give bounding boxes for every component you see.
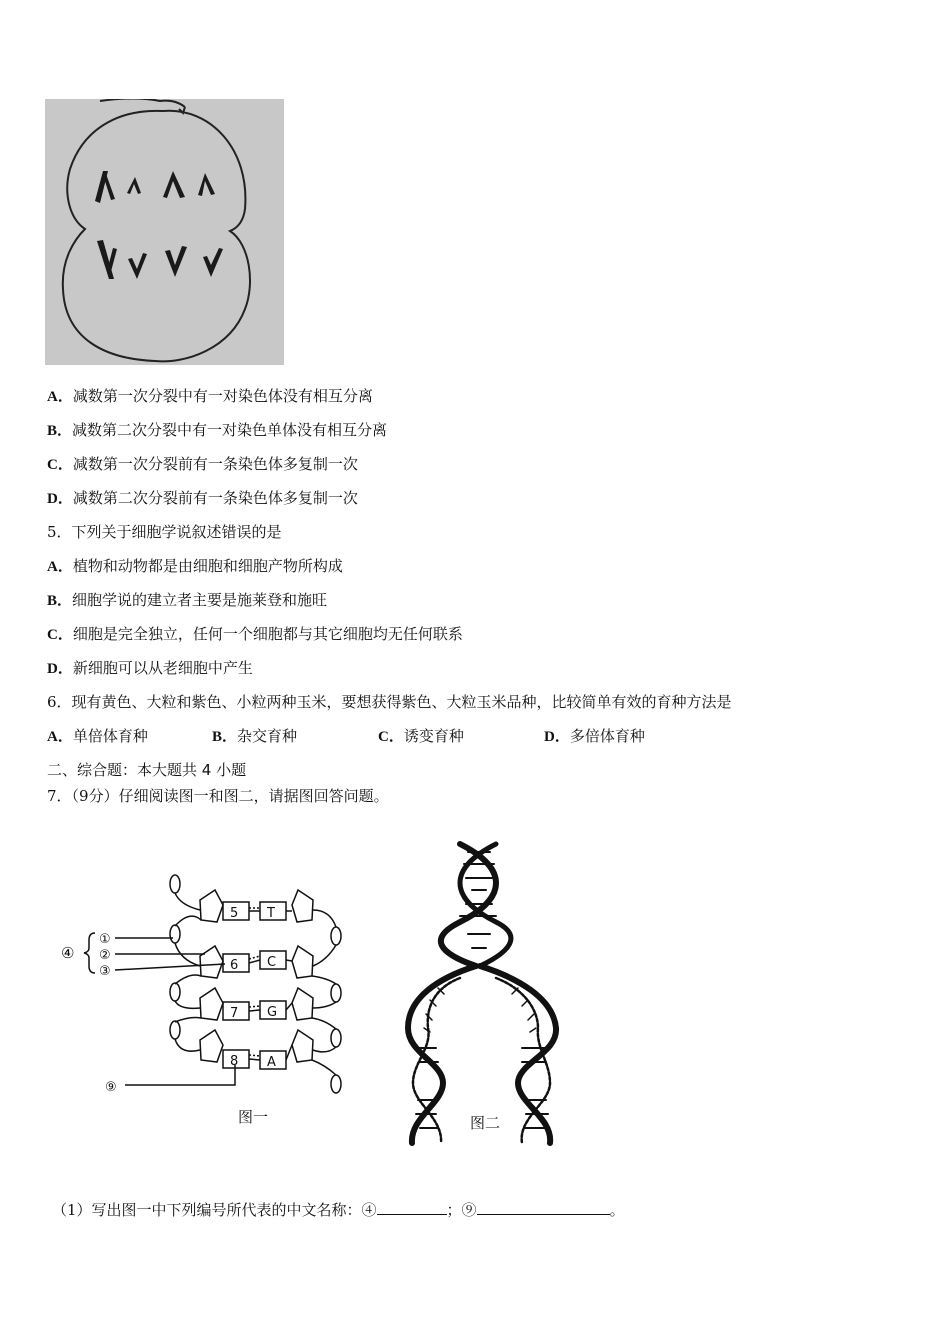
option-text: 杂交育种 xyxy=(237,727,298,745)
base-label-right-T: T xyxy=(267,906,275,921)
sugar-left-4 xyxy=(200,1030,223,1062)
option-label: C． xyxy=(47,627,73,643)
phosphate-left-3 xyxy=(170,983,180,1001)
marker-3: ③ xyxy=(99,964,111,979)
option-label: D． xyxy=(544,729,570,745)
q5-option-a xyxy=(47,556,343,577)
phosphate-left-4 xyxy=(170,1021,180,1039)
dna-replication-diagram xyxy=(398,838,578,1148)
option-label: A． xyxy=(47,389,73,405)
option-label: A． xyxy=(47,729,73,745)
marker-2: ② xyxy=(99,948,111,963)
q7-sub1 xyxy=(52,1200,625,1220)
base-label-right-A: A xyxy=(267,1055,276,1070)
option-label: C． xyxy=(47,457,73,473)
base-label-left-7: 7 xyxy=(230,1006,239,1021)
answer-blank-9[interactable] xyxy=(477,1200,610,1215)
sugar-right-1 xyxy=(292,890,313,922)
q4-option-c xyxy=(47,454,358,475)
sub1-suffix: 。 xyxy=(609,1201,625,1219)
sugar-right-4 xyxy=(292,1030,313,1062)
q6-option-a xyxy=(47,726,212,747)
cell-division-drawing xyxy=(45,99,284,365)
q6-stem: 6．现有黄色、大粒和紫色、小粒两种玉米，要想获得紫色、大粒玉米品种，比较简单有效的育种方法是 xyxy=(47,693,732,711)
q7-stem: 7．（9分）仔细阅读图一和图二，请据图回答问题。 xyxy=(47,787,389,805)
phosphate-right-2 xyxy=(331,984,341,1002)
option-text: 减数第一次分裂前有一条染色体多复制一次 xyxy=(72,455,358,473)
q6-option-c xyxy=(378,726,544,747)
q5-option-c xyxy=(47,624,463,645)
option-text: 减数第一次分裂中有一对染色体没有相互分离 xyxy=(72,387,373,405)
option-text: 诱变育种 xyxy=(403,727,464,745)
option-label: B． xyxy=(212,729,238,745)
figure-one xyxy=(55,860,355,1134)
sugar-left-3 xyxy=(200,988,223,1020)
option-text: 细胞是完全独立，任何一个细胞都与其它细胞均无任何联系 xyxy=(72,625,463,643)
option-text: 单倍体育种 xyxy=(72,727,148,745)
option-label: B． xyxy=(47,593,73,609)
option-label: A． xyxy=(47,559,73,575)
section-heading: 二、综合题：本大题共 4 小题 xyxy=(47,761,247,779)
option-label: D． xyxy=(47,491,73,507)
sugar-right-3 xyxy=(292,988,313,1020)
q6-option-b xyxy=(212,726,378,747)
q5-stem: 5．下列关于细胞学说叙述错误的是 xyxy=(47,523,282,541)
option-text: 植物和动物都是由细胞和细胞产物所构成 xyxy=(72,557,343,575)
q6-option-d xyxy=(544,726,645,747)
answer-blank-4[interactable] xyxy=(377,1200,447,1215)
marker-9: ⑨ xyxy=(105,1080,117,1095)
option-text: 减数第二次分裂前有一条染色体多复制一次 xyxy=(72,489,358,507)
option-label: C． xyxy=(378,729,404,745)
sub1-prefix: （1）写出图一中下列编号所代表的中文名称：④ xyxy=(52,1201,377,1219)
q4-option-a xyxy=(47,386,373,407)
marker-4: ④ xyxy=(61,944,75,962)
sugar-left-2 xyxy=(200,946,223,978)
option-text: 减数第二次分裂中有一对染色单体没有相互分离 xyxy=(72,421,388,439)
q4-option-b xyxy=(47,420,387,441)
option-text: 多倍体育种 xyxy=(569,727,645,745)
phosphate-left-2 xyxy=(170,925,180,943)
q5-option-b xyxy=(47,590,327,611)
phosphate-left-1 xyxy=(170,875,180,893)
base-label-left-8: 8 xyxy=(230,1054,239,1069)
sub1-middle: ；⑨ xyxy=(446,1201,477,1219)
base-label-left-5: 5 xyxy=(230,906,239,921)
figure-one-caption: 图一 xyxy=(238,1108,269,1126)
option-text: 新细胞可以从老细胞中产生 xyxy=(72,659,253,677)
dna-structure-diagram xyxy=(55,860,355,1130)
q5-option-d xyxy=(47,658,253,679)
phosphate-right-1 xyxy=(331,927,341,945)
base-label-right-G: G xyxy=(267,1005,278,1020)
option-label: B． xyxy=(47,423,73,439)
sugar-right-2 xyxy=(292,946,313,978)
figure-two-caption: 图二 xyxy=(470,1114,501,1132)
sugar-left-1 xyxy=(200,890,223,922)
figure-two xyxy=(398,838,578,1152)
q6-options xyxy=(47,726,645,747)
base-label-left-6: 6 xyxy=(230,958,239,973)
option-text: 细胞学说的建立者主要是施莱登和施旺 xyxy=(72,591,328,609)
q4-option-d xyxy=(47,488,358,509)
cell-division-figure xyxy=(45,99,284,365)
phosphate-right-3 xyxy=(331,1029,341,1047)
phosphate-right-4 xyxy=(331,1075,341,1093)
option-label: D． xyxy=(47,661,73,677)
marker-1: ① xyxy=(99,932,111,947)
base-label-right-C: C xyxy=(267,955,277,970)
